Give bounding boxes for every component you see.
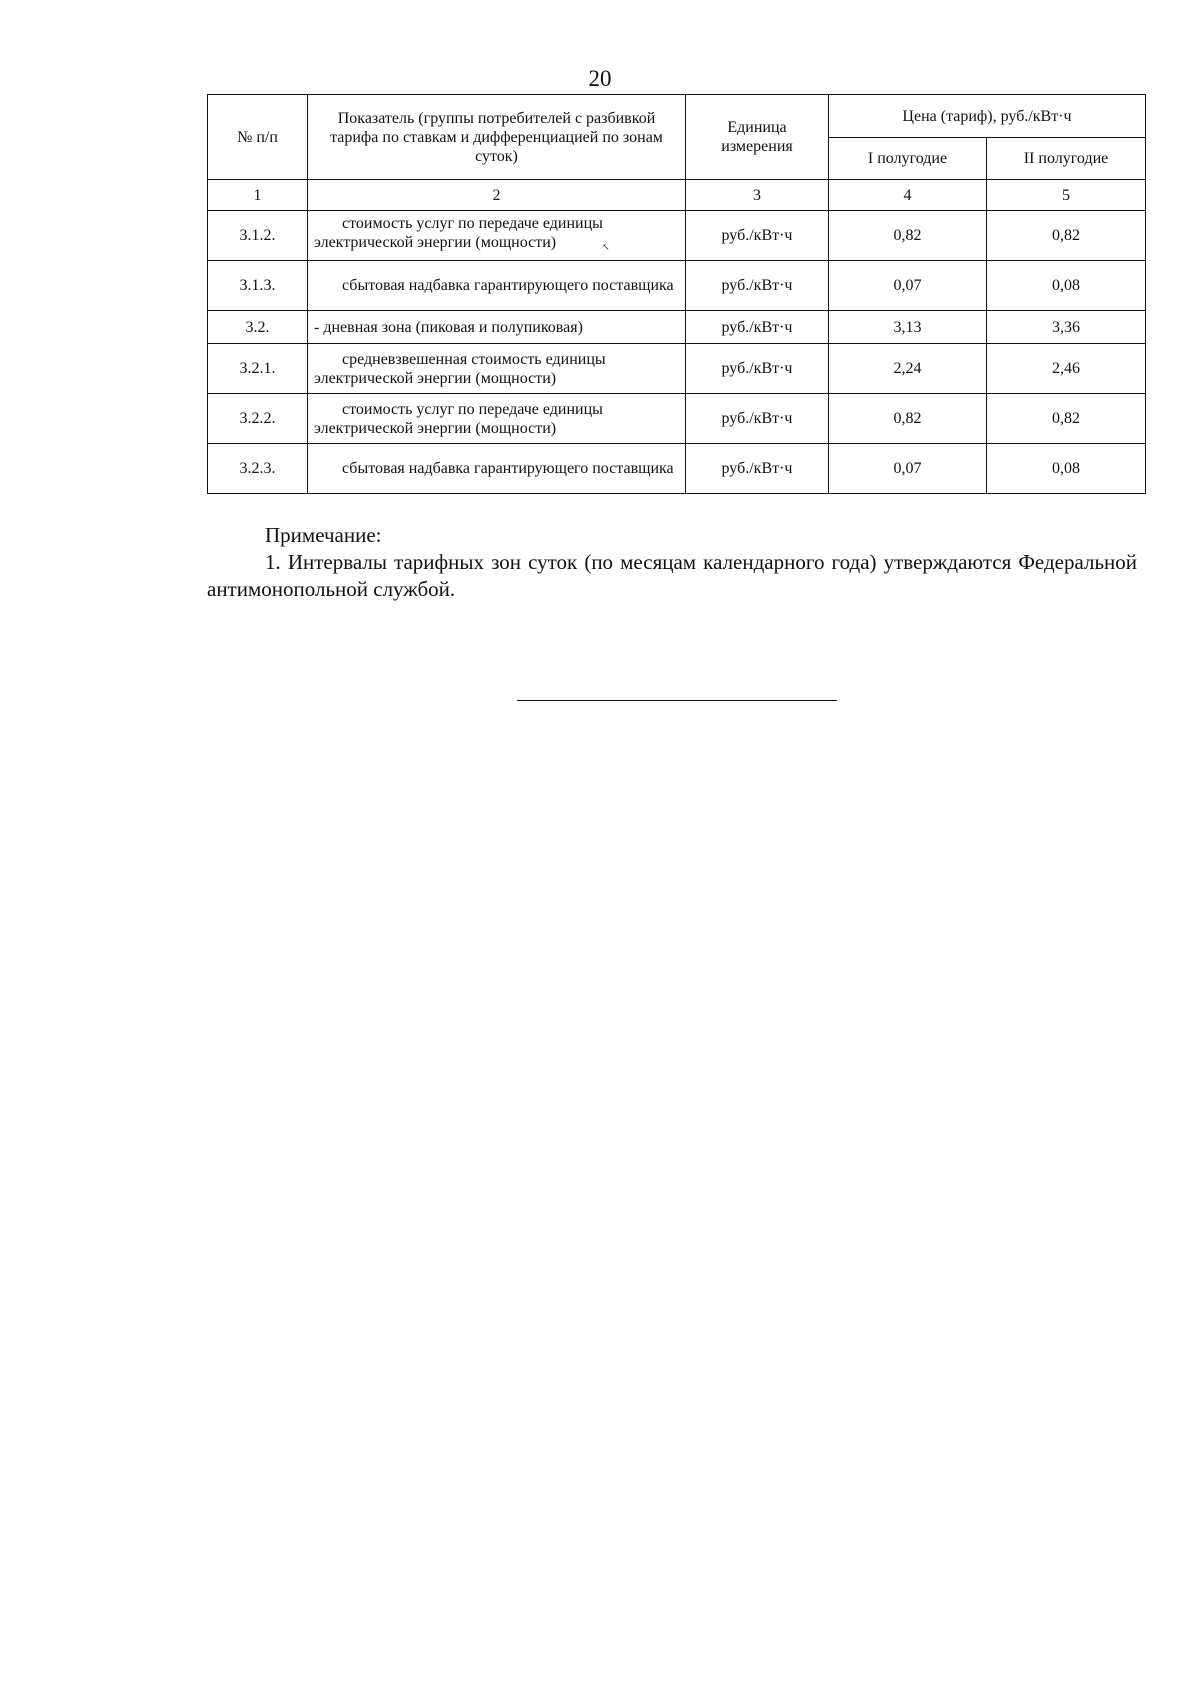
table-row	[208, 444, 1146, 494]
note-section	[207, 522, 1137, 603]
column-number-row	[208, 180, 1146, 211]
row-first-half: 3,13	[829, 311, 987, 344]
row-second-half: 0,08	[987, 261, 1146, 311]
row-second-half: 3,36	[987, 311, 1146, 344]
row-number: 3.2.	[208, 311, 308, 344]
column-number: 4	[829, 180, 987, 211]
tariff-table	[207, 94, 1146, 494]
header-price: Цена (тариф), руб./кВт·ч	[829, 95, 1146, 138]
row-indicator: сбытовая надбавка гарантирующего поставщика	[308, 261, 686, 311]
row-first-half: 2,24	[829, 344, 987, 394]
header-indicator: Показатель (группы потребителей с разбивкой тарифа по ставкам и дифференциацией по зонам суток)	[308, 95, 686, 180]
row-unit: руб./кВт·ч	[686, 444, 829, 494]
row-unit: руб./кВт·ч	[686, 344, 829, 394]
header-second-half: II полугодие	[987, 138, 1146, 180]
column-number: 2	[308, 180, 686, 211]
table-row	[208, 344, 1146, 394]
note-item: 1. Интервалы тарифных зон суток (по месяцам календарного года) утверждаются Федеральной антимонопольной службой.	[207, 550, 1137, 601]
row-number: 3.2.2.	[208, 394, 308, 444]
end-rule	[517, 700, 837, 701]
row-second-half: 0,08	[987, 444, 1146, 494]
table-header-row	[208, 95, 1146, 138]
row-indicator: сбытовая надбавка гарантирующего поставщика	[308, 444, 686, 494]
table-row	[208, 211, 1146, 261]
row-first-half: 0,82	[829, 211, 987, 261]
row-unit: руб./кВт·ч	[686, 211, 829, 261]
table-row	[208, 394, 1146, 444]
row-indicator: средневзвешенная стоимость единицы электрической энергии (мощности)	[308, 344, 686, 394]
row-second-half: 2,46	[987, 344, 1146, 394]
row-indicator: стоимость услуг по передаче единицы электрической энергии (мощности)	[308, 394, 686, 444]
header-first-half: I полугодие	[829, 138, 987, 180]
row-number: 3.1.3.	[208, 261, 308, 311]
header-unit: Единица измерения	[686, 95, 829, 180]
row-indicator-text: стоимость услуг по передаче единицы электрической энергии (мощности)	[314, 215, 603, 251]
row-second-half: 0,82	[987, 394, 1146, 444]
row-unit: руб./кВт·ч	[686, 394, 829, 444]
row-unit: руб./кВт·ч	[686, 311, 829, 344]
column-number: 5	[987, 180, 1146, 211]
table-row	[208, 261, 1146, 311]
row-number: 3.2.1.	[208, 344, 308, 394]
row-first-half: 0,07	[829, 261, 987, 311]
row-first-half: 0,82	[829, 394, 987, 444]
row-indicator: - дневная зона (пиковая и полупиковая)	[308, 311, 686, 344]
column-number: 3	[686, 180, 829, 211]
page-number: 20	[588, 66, 612, 91]
note-title: Примечание:	[265, 523, 382, 547]
row-unit: руб./кВт·ч	[686, 261, 829, 311]
table-row	[208, 311, 1146, 344]
row-indicator	[308, 211, 686, 261]
row-first-half: 0,07	[829, 444, 987, 494]
row-second-half: 0,82	[987, 211, 1146, 261]
column-number: 1	[208, 180, 308, 211]
row-number: 3.1.2.	[208, 211, 308, 261]
row-number: 3.2.3.	[208, 444, 308, 494]
scan-mark: ↖	[602, 242, 610, 252]
header-number: № п/п	[208, 95, 308, 180]
